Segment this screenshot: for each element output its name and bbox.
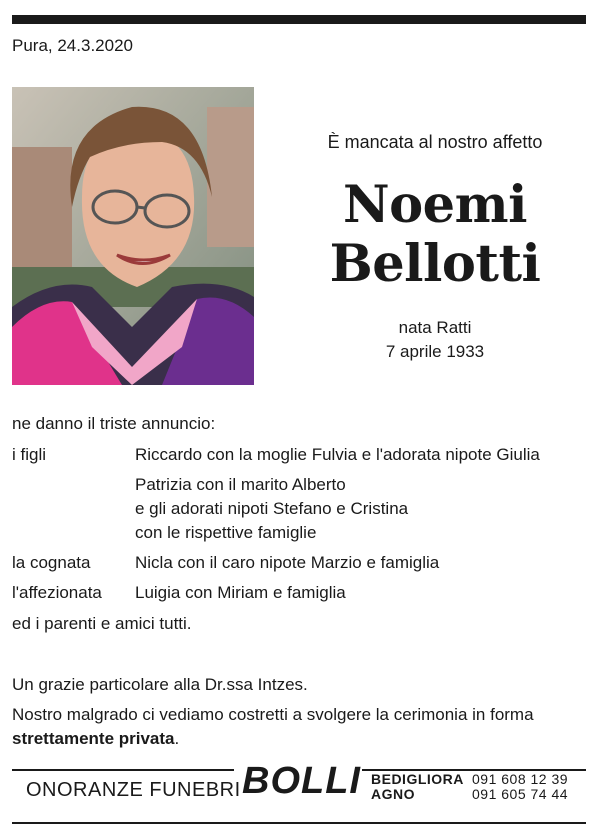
birth-info xyxy=(290,316,580,364)
place-date: Pura, 24.3.2020 xyxy=(12,36,133,55)
relation-label: l'affezionata xyxy=(12,583,102,602)
portrait-photo xyxy=(12,87,254,385)
relation-label: la cognata xyxy=(12,553,91,572)
deceased-name xyxy=(290,176,580,294)
funeral-home-brand: BOLLI xyxy=(242,760,361,802)
funeral-home-towns: BEDIGLIORA AGNO xyxy=(371,771,464,802)
first-name: Noemi xyxy=(343,175,527,235)
relative-names: Luigia con Miriam e famiglia xyxy=(135,583,346,602)
top-rule xyxy=(12,15,586,24)
relative-names: Patrizia con il marito Alberto e gli adorati nipoti Stefano e Cristina con le rispettive famiglie xyxy=(135,475,409,542)
ceremony-emphasis: strettamente privata xyxy=(12,729,175,748)
intro-text: È mancata al nostro affetto xyxy=(327,132,543,152)
last-name: Bellotti xyxy=(329,234,541,294)
footer-rule-bottom xyxy=(12,822,586,824)
announcement-opening: ne danno il triste annuncio: xyxy=(12,414,216,433)
relation-label: i figli xyxy=(12,445,47,464)
relative-names: Nicla con il caro nipote Marzio e famiglia xyxy=(135,553,440,572)
birth-date: 7 aprile 1933 xyxy=(385,342,485,361)
announcement-closing: ed i parenti e amici tutti. xyxy=(12,614,192,633)
maiden-name: nata Ratti xyxy=(398,318,472,337)
relative-names: Riccardo con la moglie Fulvia e l'adorata nipote Giulia xyxy=(135,445,540,464)
funeral-home-phones: 091 608 12 39 091 605 74 44 xyxy=(472,771,569,802)
ceremony-note: Nostro malgrado ci vediamo costretti a svolgere la cerimonia in forma strettamente privata. xyxy=(12,705,534,748)
footer-rule-left xyxy=(12,769,234,771)
funeral-home-label: ONORANZE FUNEBRI xyxy=(26,779,241,801)
thanks-note: Un grazie particolare alla Dr.ssa Intzes. xyxy=(12,675,308,694)
